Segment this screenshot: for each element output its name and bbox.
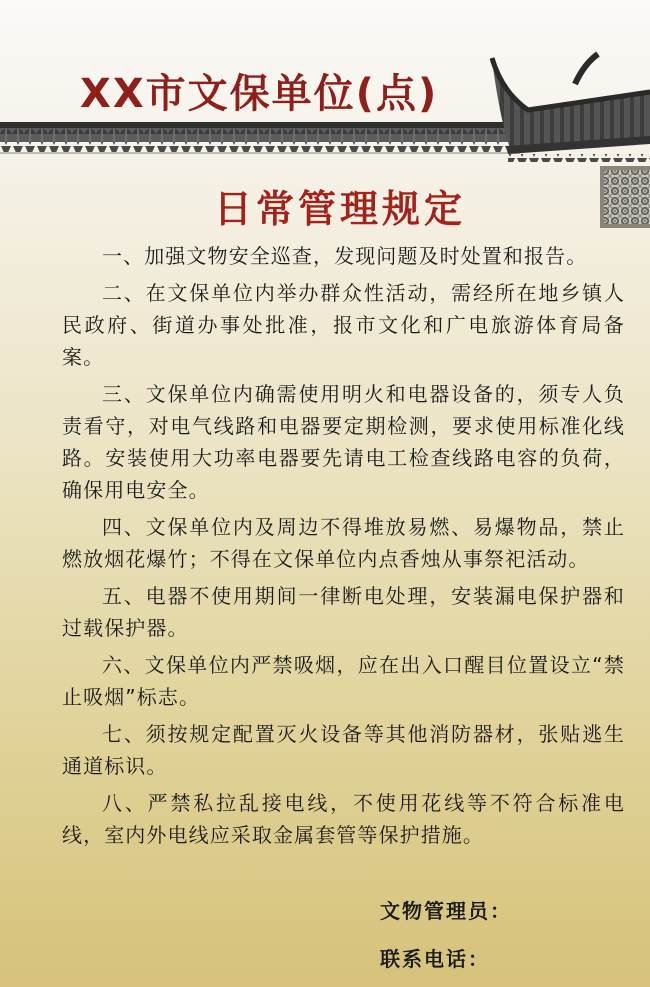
rule-item-2: 二、在文保单位内举办群众性活动，需经所在地乡镇人民政府、街道办事处批准，报市文化和广电旅游体育局备案。 [62, 281, 625, 369]
rule-item-3: 三、文保单位内确需使用明火和电器设备的，须专人负责看守，对电气线路和电器要定期检测，要求使用标准化线路。安装使用大功率电器要先请电工检查线路电容的负荷，确保用电安全。 [62, 382, 625, 502]
rule-item-8: 八、严禁私拉乱接电线，不使用花线等不符合标准电线，室内外电线应采取金属套管等保护措施。 [62, 791, 625, 847]
rules-list [62, 240, 625, 856]
rule-item-7: 七、须按规定配置灭火设备等其他消防器材，张贴逃生通道标识。 [62, 722, 625, 778]
page-subtitle: 日常管理规定 [213, 187, 466, 231]
phone-label: 联系电话： [380, 947, 490, 971]
rule-item-1: 一、加强文物安全巡查，发现问题及时处置和报告。 [102, 244, 588, 268]
page-title: XX市文保单位(点) [80, 71, 439, 117]
rule-item-5: 五、电器不使用期间一律断电处理，安装漏电保护器和过载保护器。 [62, 584, 625, 640]
manager-label: 文物管理员： [380, 899, 512, 923]
rule-item-6: 六、文保单位内严禁吸烟，应在出入口醒目位置设立“禁止吸烟”标志。 [62, 653, 625, 709]
rule-item-4: 四、文保单位内及周边不得堆放易燃、易爆物品，禁止燃放烟花爆竹；不得在文保单位内点香烛从事祭祀活动。 [62, 515, 625, 571]
